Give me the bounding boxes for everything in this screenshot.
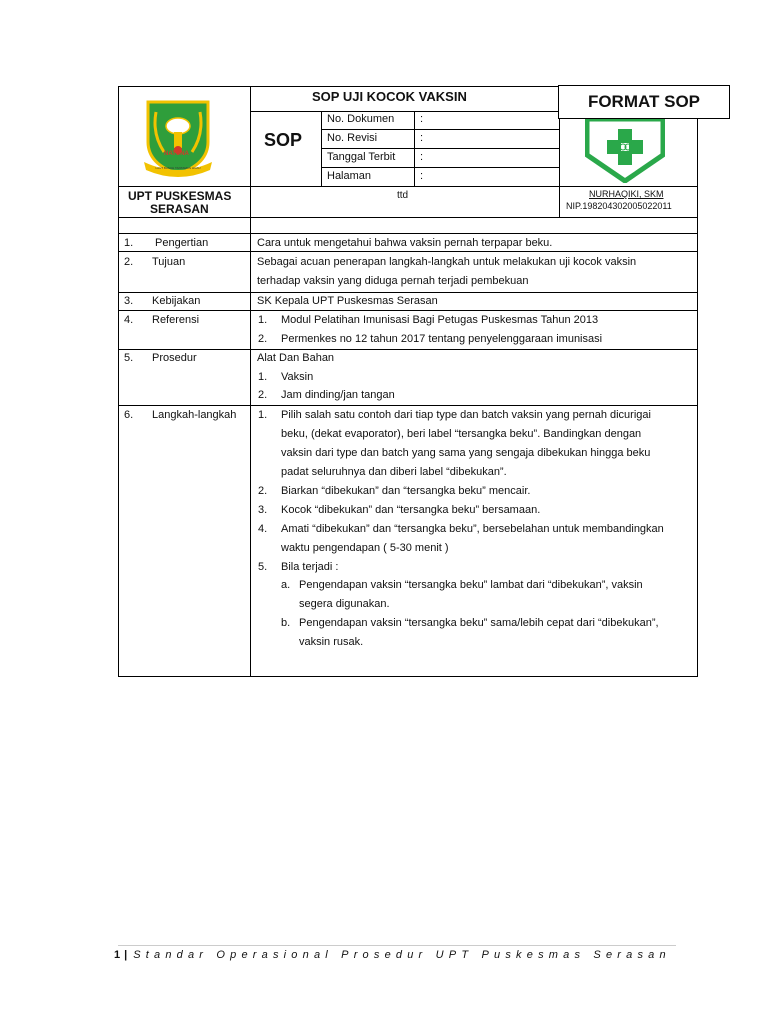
row-label-tujuan: Tujuan [152, 256, 186, 268]
field-label-no-revisi: No. Revisi [327, 132, 378, 144]
row-number: 6. [124, 409, 134, 421]
page-footer: 1 | Standar Operasional Prosedur UPT Puskesmas Serasan [114, 949, 671, 961]
natuna-logo-ribbon: LAUT BASUH TANTAMAN HIJAU [155, 166, 201, 170]
field-label-no-dokumen: No. Dokumen [327, 113, 395, 125]
field-label-tanggal-terbit: Tanggal Terbit [327, 151, 396, 163]
list-number: 1. [258, 314, 268, 326]
substep-line: vaksin rusak. [299, 636, 364, 648]
row-content-tujuan-line: Sebagai acuan penerapan langkah-langkah untuk melakukan uji kocok vaksin [257, 256, 637, 268]
signer-name: NURHAQIKI, SKM [589, 189, 664, 199]
step-line: Bila terjadi : [281, 561, 339, 573]
footer-text: Standar Operasional Prosedur UPT Puskesmas Serasan [133, 949, 671, 961]
step-line: Biarkan “dibekukan” dan “tersangka beku” mencair. [281, 485, 531, 497]
natuna-logo-text: NATUNA [164, 151, 189, 157]
step-line: Amati “dibekukan” dan “tersangka beku”, bersebelahan untuk membandingkan [281, 523, 664, 535]
row-number: 4. [124, 314, 134, 326]
list-item: Modul Pelatihan Imunisasi Bagi Petugas Puskesmas Tahun 2013 [281, 314, 599, 326]
footer-divider [118, 945, 676, 946]
document-title: SOP UJI KOCOK VAKSIN [312, 89, 467, 104]
field-value-halaman: : [420, 170, 424, 182]
step-line: Kocok “dibekukan” dan “tersangka beku” bersamaan. [281, 504, 541, 516]
list-item: Vaksin [281, 371, 314, 383]
step-number: 4. [258, 523, 268, 535]
row-number: 2. [124, 256, 134, 268]
list-item: Jam dinding/jan tangan [281, 389, 395, 401]
list-number: 1. [258, 371, 268, 383]
row-content-kebijakan: SK Kepala UPT Puskesmas Serasan [257, 295, 438, 307]
row-number: 5. [124, 352, 134, 364]
field-value-tanggal-terbit: : [420, 151, 424, 163]
natuna-logo [140, 98, 216, 178]
list-number: 2. [258, 389, 268, 401]
field-label-halaman: Halaman [327, 170, 372, 182]
list-number: 2. [258, 333, 268, 345]
list-item: Permenkes no 12 tahun 2017 tentang penyelenggaraan imunisasi [281, 333, 603, 345]
step-number: 5. [258, 561, 268, 573]
field-value-no-revisi: : [420, 132, 424, 144]
page-number: 1 [114, 949, 121, 961]
step-line: vaksin dari type dan batch yang sama yang sengaja dibekukan hingga beku [281, 447, 651, 459]
substep-line: Pengendapan vaksin “tersangka beku” sama/lebih cepat dari “dibekukan”, [299, 617, 659, 629]
row-label-langkah: Langkah-langkah [152, 409, 237, 421]
step-line: waktu pengendapan ( 5-30 menit ) [281, 542, 449, 554]
format-sop-label: FORMAT SOP [558, 85, 730, 119]
row-label-referensi: Referensi [152, 314, 200, 326]
prosedur-heading: Alat Dan Bahan [257, 352, 335, 364]
signature-placeholder: ttd [397, 190, 409, 201]
step-line: beku, (dekat evaporator), beri label “tersangka beku”. Bandingkan dengan [281, 428, 642, 440]
row-label-kebijakan: Kebijakan [152, 295, 201, 307]
row-number: 1. [124, 237, 134, 249]
puskesmas-logo [585, 117, 665, 183]
org-name-line1: UPT PUSKESMAS [128, 189, 232, 203]
signer-nip: NIP.198204302005022011 [566, 201, 672, 211]
substep-line: segera digunakan. [299, 598, 390, 610]
step-number: 1. [258, 409, 268, 421]
sop-label: SOP [264, 130, 303, 150]
step-number: 2. [258, 485, 268, 497]
substep-line: Pengendapan vaksin “tersangka beku” lambat dari “dibekukan”, vaksin [299, 579, 643, 591]
step-line: Pilih salah satu contoh dari tiap type dan batch vaksin yang pernah dicurigai [281, 409, 651, 421]
step-line: padat seluruhnya dan diberi label “dibekukan”. [281, 466, 507, 478]
substep-letter: a. [281, 579, 291, 591]
row-label-prosedur: Prosedur [152, 352, 197, 364]
step-number: 3. [258, 504, 268, 516]
substep-letter: b. [281, 617, 291, 629]
field-value-no-dokumen: : [420, 113, 424, 125]
row-content-pengertian: Cara untuk mengetahui bahwa vaksin pernah terpapar beku. [257, 237, 553, 249]
row-label-pengertian: Pengertian [155, 237, 209, 249]
row-content-tujuan-line: terhadap vaksin yang diduga pernah terjadi pembekuan [257, 275, 529, 287]
org-name-line2: SERASAN [150, 202, 209, 216]
row-number: 3. [124, 295, 134, 307]
